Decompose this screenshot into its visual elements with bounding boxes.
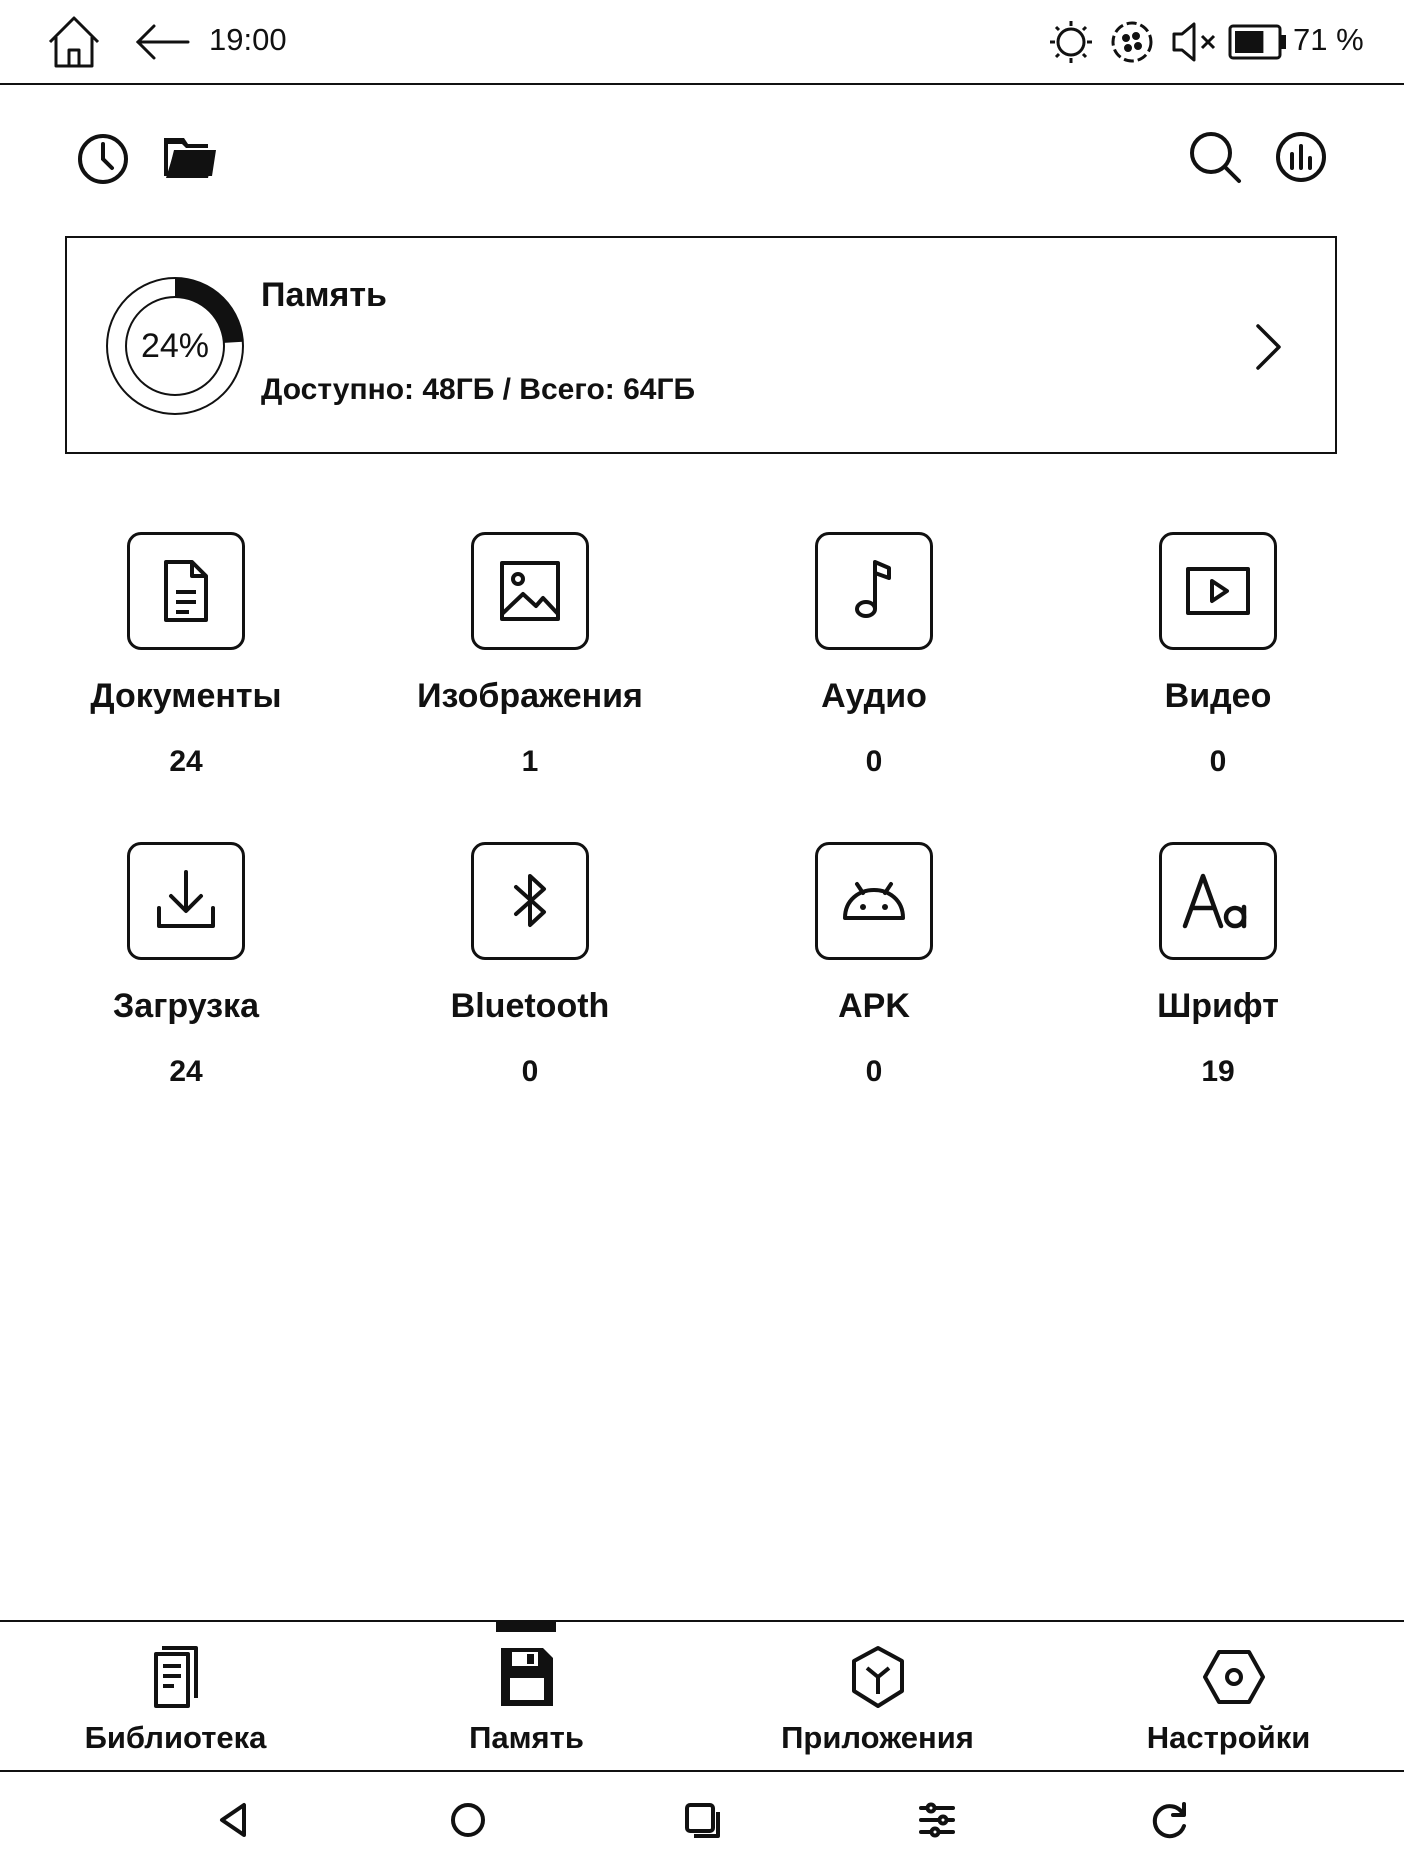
- music-note-icon: [835, 552, 913, 630]
- category-count: 1: [521, 745, 539, 778]
- downloads-tile-frame: [127, 842, 245, 960]
- refresh-icon[interactable]: [1150, 1800, 1190, 1840]
- chevron-right-icon[interactable]: [1252, 322, 1284, 372]
- bottom-nav: [0, 1620, 1404, 1772]
- search-icon[interactable]: [1188, 130, 1242, 184]
- tune-icon[interactable]: [917, 1800, 957, 1840]
- clock: 19:00: [209, 22, 287, 57]
- category-label: Изображения: [417, 677, 643, 715]
- category-audio[interactable]: [724, 532, 1024, 832]
- storage-percent: 24%: [140, 327, 210, 365]
- battery-percent: 71 %: [1293, 22, 1364, 57]
- category-count: 24: [169, 1055, 203, 1088]
- category-label: Шрифт: [1157, 987, 1279, 1025]
- category-downloads[interactable]: [36, 842, 336, 1142]
- sync-icon[interactable]: [1110, 20, 1154, 64]
- bluetooth-tile-frame: [471, 842, 589, 960]
- category-label: Загрузка: [113, 987, 259, 1025]
- battery-icon: [1228, 22, 1288, 62]
- category-label: Видео: [1164, 677, 1272, 715]
- download-icon: [147, 862, 225, 940]
- category-documents[interactable]: [36, 532, 336, 832]
- font-icon: [1179, 862, 1257, 940]
- mute-icon[interactable]: [1170, 20, 1218, 64]
- storage-icon: [499, 1644, 555, 1710]
- category-count: 0: [865, 1055, 883, 1088]
- images-tile-frame: [471, 532, 589, 650]
- category-video[interactable]: [1068, 532, 1368, 832]
- status-bar: [0, 0, 1404, 85]
- category-count: 0: [865, 745, 883, 778]
- history-icon[interactable]: [76, 132, 130, 186]
- storage-detail: Доступно: 48ГБ / Всего: 64ГБ: [261, 373, 696, 406]
- video-tile-frame: [1159, 532, 1277, 650]
- library-icon: [148, 1644, 204, 1710]
- tab-label: Приложения: [781, 1720, 974, 1755]
- tab-settings[interactable]: [1053, 1622, 1404, 1772]
- apps-icon: [850, 1644, 906, 1710]
- settings-icon: [1201, 1644, 1267, 1710]
- documents-tile-frame: [127, 532, 245, 650]
- audio-tile-frame: [815, 532, 933, 650]
- category-apk[interactable]: [724, 842, 1024, 1142]
- stats-icon[interactable]: [1274, 130, 1328, 184]
- category-bluetooth[interactable]: [380, 842, 680, 1142]
- bluetooth-icon: [491, 862, 569, 940]
- back-arrow-icon[interactable]: [134, 22, 190, 62]
- video-icon: [1179, 552, 1257, 630]
- folder-icon[interactable]: [162, 134, 216, 180]
- category-count: 24: [169, 745, 203, 778]
- brightness-icon[interactable]: [1049, 20, 1093, 64]
- category-count: 19: [1201, 1055, 1235, 1088]
- back-triangle-icon[interactable]: [216, 1800, 250, 1840]
- android-icon: [835, 862, 913, 940]
- category-label: Документы: [90, 677, 282, 715]
- fonts-tile-frame: [1159, 842, 1277, 960]
- home-icon[interactable]: [46, 14, 102, 70]
- category-fonts[interactable]: [1068, 842, 1368, 1142]
- category-label: Аудио: [821, 677, 927, 715]
- category-label: Bluetooth: [450, 987, 610, 1025]
- apk-tile-frame: [815, 842, 933, 960]
- category-count: 0: [521, 1055, 539, 1088]
- tab-label: Библиотека: [84, 1720, 267, 1755]
- tab-label: Память: [469, 1720, 584, 1755]
- category-count: 0: [1209, 745, 1227, 778]
- storage-title: Память: [261, 276, 387, 314]
- tab-library[interactable]: [0, 1622, 351, 1772]
- system-nav-bar: [0, 1772, 1404, 1872]
- category-label: APK: [838, 987, 910, 1025]
- recents-icon[interactable]: [682, 1800, 722, 1840]
- tab-storage[interactable]: [351, 1622, 702, 1772]
- tab-apps[interactable]: [702, 1622, 1053, 1772]
- image-icon: [491, 552, 569, 630]
- home-circle-icon[interactable]: [448, 1800, 488, 1840]
- storage-card[interactable]: [65, 236, 1337, 454]
- category-images[interactable]: [380, 532, 680, 832]
- tab-label: Настройки: [1146, 1720, 1311, 1755]
- document-icon: [147, 552, 225, 630]
